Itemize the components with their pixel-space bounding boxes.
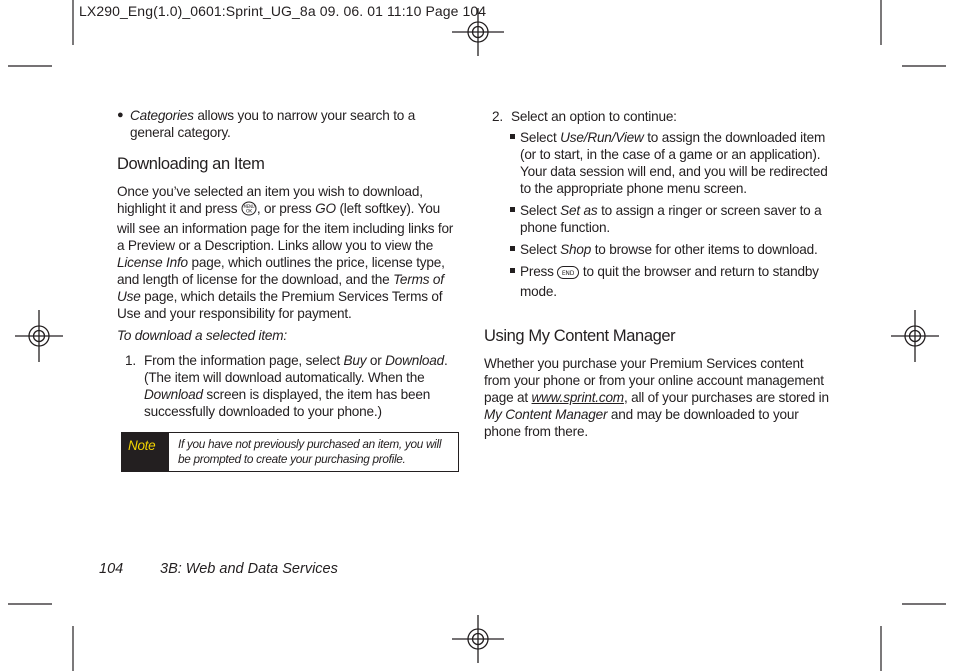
page-number: 104 bbox=[99, 561, 124, 577]
note-text: If you have not previously purchased an item, you will be prompted to create your purchasing profile. bbox=[178, 437, 442, 466]
step-2-number: 2. bbox=[492, 109, 503, 124]
terms-of-use-term: Terms of Use bbox=[117, 272, 444, 304]
menu-ok-key-icon bbox=[241, 201, 257, 220]
square-bullet-icon bbox=[510, 268, 515, 273]
download-term: Download bbox=[385, 353, 445, 368]
bullet-icon: ● bbox=[117, 109, 124, 121]
content-manager-paragraph: Whether you purchase your Premium Services content from your phone or from your online account management page at www.sprint.com, all of your purchases are stored in My Content Manager and may be downloaded to your phone from there. bbox=[484, 356, 829, 439]
step-1-number: 1. bbox=[125, 353, 136, 368]
heading-downloading-an-item: Downloading an Item bbox=[117, 155, 265, 173]
my-content-manager-term: My Content Manager bbox=[484, 407, 608, 422]
step-1: 1. From the information page, select Buy or Download. (The item will download automatically. When the Download screen is displayed, the item has been successfully downloaded to your phone.) bbox=[125, 353, 448, 419]
option-shop: Select Shop to browse for other items to download. bbox=[484, 241, 830, 258]
categories-bullet: ● Categories allows you to narrow your search to a general category. bbox=[117, 108, 416, 140]
registration-mark-bottom-icon bbox=[452, 615, 504, 663]
license-info-term: License Info bbox=[117, 255, 188, 270]
square-bullet-icon bbox=[510, 246, 515, 251]
heading-using-my-content-manager: Using My Content Manager bbox=[484, 327, 676, 345]
section-title: 3B: Web and Data Services bbox=[160, 561, 338, 577]
svg-text:MENU: MENU bbox=[243, 204, 255, 209]
square-bullet-icon bbox=[510, 134, 515, 139]
sprint-url-link[interactable]: www.sprint.com bbox=[531, 390, 624, 405]
registration-mark-left-icon bbox=[15, 310, 63, 362]
option-press-end: Press END to quit the browser and return to standby mode. bbox=[484, 263, 830, 300]
option-use-run-view: Select Use/Run/View to assign the downloaded item (or to start, in the case of a game or an application). Your data session will end, and you will be redirected to the appropriate phone menu screen. bbox=[484, 129, 830, 197]
svg-text:END: END bbox=[562, 270, 575, 277]
downloading-paragraph: Once you’ve selected an item you wish to download, highlight it and press MENU OK , or press GO (left softkey). You will see an information page for the item including links for a Preview or a Description. Links allow you to view the License Info page, which outlines the price, license type, and length of license for the download, and the Terms of Use page, which details the Premium Services Terms of Use and your responsibility for payment. bbox=[117, 184, 454, 321]
options-list bbox=[484, 129, 830, 305]
go-softkey-label: GO bbox=[315, 201, 336, 216]
buy-term: Buy bbox=[343, 353, 367, 368]
note-label: Note bbox=[122, 433, 169, 471]
option-set-as: Select Set as to assign a ringer or screen saver to a phone function. bbox=[484, 202, 830, 236]
square-bullet-icon bbox=[510, 207, 515, 212]
download-screen-term: Download bbox=[144, 387, 203, 402]
categories-term: Categories bbox=[130, 108, 194, 123]
end-key-icon bbox=[557, 266, 579, 283]
print-slug: LX290_Eng(1.0)_0601:Sprint_UG_8a 09. 06. 01 11:10 Page 104 bbox=[79, 3, 487, 19]
note-box bbox=[121, 432, 459, 472]
instruction-line: To download a selected item: bbox=[117, 328, 287, 343]
registration-mark-right-icon bbox=[891, 310, 939, 362]
step-2 bbox=[484, 108, 830, 125]
svg-text:OK: OK bbox=[245, 209, 252, 215]
step-2-text: Select an option to continue: bbox=[511, 109, 677, 124]
